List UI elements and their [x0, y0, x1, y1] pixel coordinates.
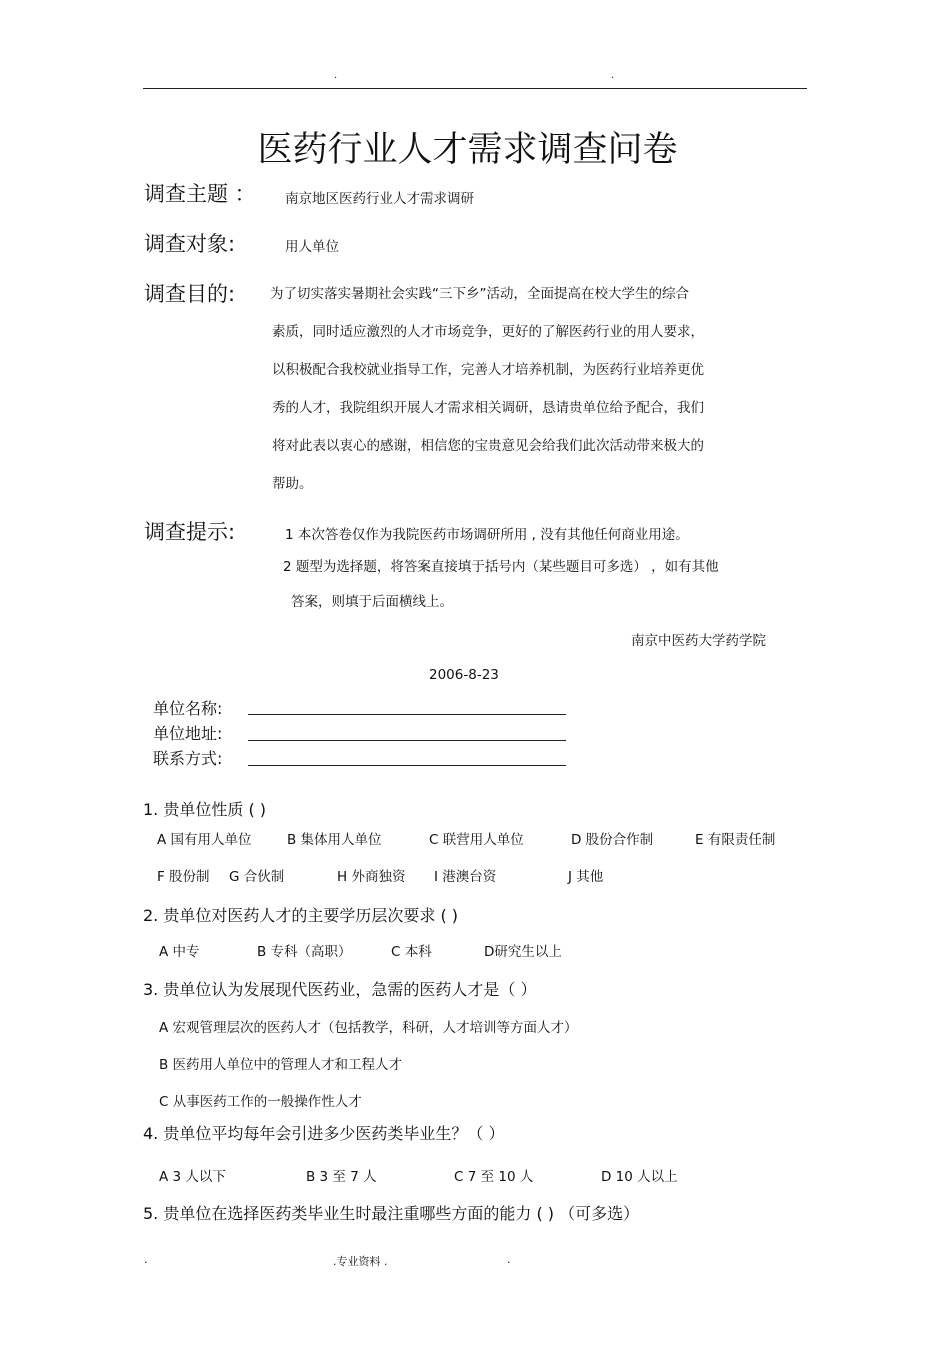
header-dot-right: . — [611, 70, 615, 81]
question-3: 3. 贵单位认为发展现代医药业，急需的医药人才是（ ） — [143, 980, 537, 999]
purpose-line: 秀的人才，我院组织开展人才需求相关调研，恳请贵单位给予配合，我们 — [272, 400, 704, 416]
organization: 南京中医药大学药学院 — [631, 633, 766, 649]
footer-dot-left: . — [144, 1253, 148, 1266]
unit-address-label: 单位地址: — [153, 724, 223, 743]
purpose-line: 素质，同时适应激烈的人才市场竞争，更好的了解医药行业的用人要求， — [272, 324, 704, 340]
q1-option-i: I 港澳台资 — [434, 869, 497, 885]
tip-2-continued: 答案，则填于后面横线上。 — [291, 594, 453, 610]
q1-option-e: E 有限责任制 — [695, 832, 776, 848]
topic-label: 调查主题 ： — [144, 182, 256, 206]
question-4: 4. 贵单位平均每年会引进多少医药类毕业生？（ ） — [143, 1124, 505, 1143]
q2-option-b: B 专科（高职） — [257, 944, 352, 960]
tip-1: 1 本次答卷仅作为我院医药市场调研所用 , 没有其他任何商业用途。 — [285, 527, 689, 543]
q3-option-b: B 医药用人单位中的管理人才和工程人才 — [159, 1057, 403, 1073]
purpose-paragraph — [270, 279, 770, 507]
question-5: 5. 贵单位在选择医药类毕业生时最注重哪些方面的能力 ( ) （可多选） — [143, 1204, 640, 1223]
question-1: 1. 贵单位性质 ( ) — [143, 800, 267, 819]
q2-option-a: A 中专 — [159, 944, 200, 960]
q1-option-c: C 联营用人单位 — [429, 832, 524, 848]
target-label: 调查对象: — [144, 232, 236, 256]
q1-option-f: F 股份制 — [157, 869, 210, 885]
purpose-line: 以积极配合我校就业指导工作，完善人才培养机制，为医药行业培养更优 — [272, 362, 704, 378]
unit-address-line[interactable] — [248, 740, 566, 741]
unit-name-line[interactable] — [248, 714, 566, 715]
question-2: 2. 贵单位对医药人才的主要学历层次要求 ( ) — [143, 906, 459, 925]
q3-option-a: A 宏观管理层次的医药人才（包括教学，科研，人才培训等方面人才） — [159, 1020, 578, 1036]
survey-date: 2006-8-23 — [429, 667, 499, 683]
header-rule — [143, 88, 807, 89]
page-title: 医药行业人才需求调查问卷 — [257, 130, 678, 170]
purpose-label: 调查目的: — [144, 282, 236, 306]
q4-option-c: C 7 至 10 人 — [454, 1169, 534, 1185]
q3-option-c: C 从事医药工作的一般操作性人才 — [159, 1094, 362, 1110]
footer-dot-right: . — [507, 1253, 511, 1266]
purpose-line: 将对此表以衷心的感谢，相信您的宝贵意见会给我们此次活动带来极大的 — [272, 438, 704, 454]
q2-option-c: C 本科 — [391, 944, 432, 960]
target-value: 用人单位 — [285, 239, 339, 255]
q4-option-a: A 3 人以下 — [159, 1169, 226, 1185]
header-dot-left: . — [334, 70, 338, 81]
q1-option-a: A 国有用人单位 — [157, 832, 252, 848]
q1-option-b: B 集体用人单位 — [287, 832, 382, 848]
tip-2: 2 题型为选择题，将答案直接填于括号内（某些题目可多选） ，如有其他 — [283, 559, 719, 575]
q1-option-j: J 其他 — [568, 869, 604, 885]
tips-label: 调查提示: — [144, 520, 236, 544]
q4-option-b: B 3 至 7 人 — [306, 1169, 377, 1185]
q1-option-h: H 外商独资 — [337, 869, 406, 885]
purpose-line: 为了切实落实暑期社会实践“三下乡”活动，全面提高在校大学生的综合 — [270, 286, 689, 302]
q1-option-d: D 股份合作制 — [571, 832, 654, 848]
topic-value: 南京地区医药行业人才需求调研 — [285, 191, 474, 207]
q1-option-g: G 合伙制 — [229, 869, 285, 885]
q2-option-d: D研究生以上 — [484, 944, 562, 960]
footer-label: .专业资料 . — [333, 1255, 388, 1268]
purpose-line: 帮助。 — [272, 476, 313, 492]
unit-name-label: 单位名称: — [153, 699, 223, 718]
contact-line[interactable] — [248, 765, 566, 766]
contact-label: 联系方式: — [153, 749, 223, 768]
q4-option-d: D 10 人以上 — [601, 1169, 678, 1185]
